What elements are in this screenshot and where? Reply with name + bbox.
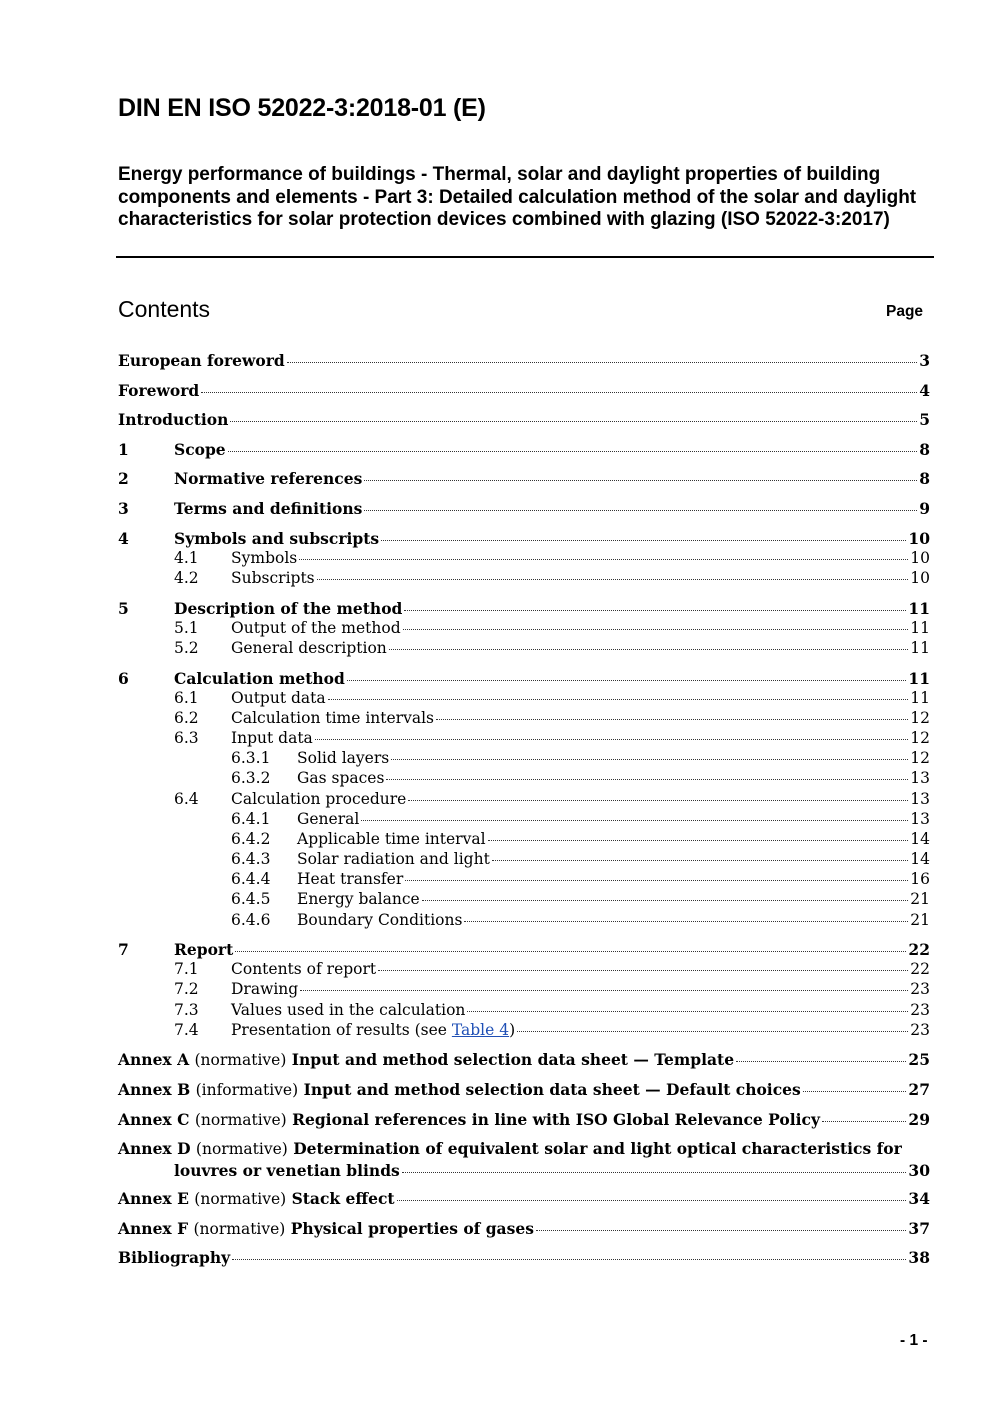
toc-entry-4-2[interactable] xyxy=(174,569,930,587)
toc-entry-number: 6.4.2 xyxy=(231,830,271,848)
toc-entry-6-4[interactable] xyxy=(174,790,930,808)
toc-entry-label: General xyxy=(297,810,360,828)
toc-entry-label: Applicable time interval xyxy=(297,830,486,848)
toc-entry-number: 6.3 xyxy=(174,729,199,747)
toc-entry-label-text: Presentation of results (see xyxy=(231,1021,452,1039)
toc-entry-page: 23 xyxy=(910,1021,930,1039)
toc-entry-number: 5 xyxy=(118,599,129,618)
toc-entry-annex-e[interactable] xyxy=(118,1189,930,1208)
toc-entry-7-4[interactable] xyxy=(174,1021,930,1039)
toc-entry-label: General description xyxy=(231,639,387,657)
annex-title: Input and method selection data sheet — Default choices xyxy=(303,1080,801,1099)
toc-entry-7-2[interactable] xyxy=(174,980,930,998)
annex-name: Annex B xyxy=(118,1080,191,1099)
toc-entry-number: 6.4 xyxy=(174,790,199,808)
toc-entry-annex-f[interactable] xyxy=(118,1219,930,1238)
toc-entry-annex-c[interactable] xyxy=(118,1110,930,1129)
toc-entry-label: Calculation time intervals xyxy=(231,709,434,727)
dot-leader xyxy=(436,719,908,720)
toc-entry-page: 12 xyxy=(910,749,930,767)
dot-leader xyxy=(364,480,917,481)
toc-entry-label xyxy=(118,1219,534,1238)
toc-entry-number: 1 xyxy=(118,440,129,459)
annex-name: Annex A xyxy=(118,1050,190,1069)
toc-entry-7-1[interactable] xyxy=(174,960,930,978)
toc-entry-page: 11 xyxy=(910,689,930,707)
document-id: DIN EN ISO 52022-3:2018-01 (E) xyxy=(118,94,486,122)
toc-entry-4[interactable] xyxy=(118,529,930,548)
toc-entry-number: 7 xyxy=(118,940,129,959)
annex-type: (informative) xyxy=(195,1081,299,1099)
toc-entry-label: Values used in the calculation xyxy=(231,1001,466,1019)
toc-entry-label: Solid layers xyxy=(297,749,390,767)
toc-entry-label: Subscripts xyxy=(231,569,315,587)
toc-entry-label: Solar radiation and light xyxy=(297,850,490,868)
toc-entry-label: Report xyxy=(174,940,234,959)
dot-leader xyxy=(230,421,917,422)
toc-entry-annex-b[interactable] xyxy=(118,1080,930,1099)
toc-entry-label-close: ) xyxy=(509,1021,516,1039)
toc-entry-page: 16 xyxy=(910,870,930,888)
toc-entry-page: 9 xyxy=(919,499,930,518)
dot-leader xyxy=(404,610,906,611)
toc-entry-page: 27 xyxy=(908,1080,930,1099)
toc-entry-5-2[interactable] xyxy=(174,639,930,657)
dot-leader xyxy=(822,1121,906,1122)
annex-title: Input and method selection data sheet — Template xyxy=(291,1050,735,1069)
toc-entry-label: Contents of report xyxy=(231,960,377,978)
toc-entry-6-3[interactable] xyxy=(174,729,930,747)
dot-leader xyxy=(378,970,908,971)
dot-leader xyxy=(405,880,908,881)
toc-entry-6-3-2[interactable] xyxy=(231,769,930,787)
annex-type: (normative) xyxy=(194,1051,287,1069)
toc-entry-page: 34 xyxy=(908,1189,930,1208)
toc-entry-label: Energy balance xyxy=(297,890,420,908)
toc-entry-number: 5.1 xyxy=(174,619,199,637)
annex-title-line2: louvres or venetian blinds xyxy=(174,1161,400,1180)
toc-entry-label: Calculation procedure xyxy=(231,790,407,808)
toc-entry-foreword[interactable] xyxy=(118,381,930,400)
page-column-label: Page xyxy=(886,303,924,320)
toc-entry-label: Symbols and subscripts xyxy=(174,529,380,548)
toc-entry-page: 12 xyxy=(910,709,930,727)
toc-entry-page: 10 xyxy=(908,529,930,548)
page-number: - 1 - xyxy=(900,1332,928,1349)
toc-entry-page: 13 xyxy=(910,769,930,787)
toc-entry-number: 6.4.5 xyxy=(231,890,271,908)
dot-leader xyxy=(317,579,909,580)
toc-entry-page: 29 xyxy=(908,1110,930,1129)
toc-entry-page: 38 xyxy=(908,1248,930,1267)
toc-entry-6-4-2[interactable] xyxy=(231,830,930,848)
toc-entry-6-4-1[interactable] xyxy=(231,810,930,828)
dot-leader xyxy=(391,759,908,760)
annex-name: Annex E xyxy=(118,1189,189,1208)
toc-entry-number: 6.3.2 xyxy=(231,769,271,787)
toc-entry-2[interactable] xyxy=(118,469,930,488)
dot-leader xyxy=(299,559,908,560)
toc-entry-annex-a[interactable] xyxy=(118,1050,930,1069)
dot-leader xyxy=(803,1091,907,1092)
toc-entry-page: 13 xyxy=(910,790,930,808)
dot-leader xyxy=(228,451,918,452)
toc-entry-number: 5.2 xyxy=(174,639,199,657)
dot-leader xyxy=(402,1172,907,1173)
toc-entry-page: 3 xyxy=(919,351,930,370)
toc-entry-number: 6.2 xyxy=(174,709,199,727)
toc-entry-label: Heat transfer xyxy=(297,870,404,888)
toc-entry-number: 6.4.4 xyxy=(231,870,271,888)
toc-entry-3[interactable] xyxy=(118,499,930,518)
toc-entry-label: Calculation method xyxy=(174,669,345,688)
annex-type: (normative) xyxy=(194,1111,287,1129)
dot-leader xyxy=(736,1061,906,1062)
annex-name: Annex D xyxy=(118,1139,191,1158)
toc-entry-5[interactable] xyxy=(118,599,930,618)
annex-title: Physical properties of gases xyxy=(290,1219,534,1238)
toc-entry-label: Foreword xyxy=(118,381,200,400)
toc-entry-page: 5 xyxy=(919,410,930,429)
annex-name: Annex F xyxy=(118,1219,189,1238)
toc-entry-label: Output data xyxy=(231,689,326,707)
dot-leader xyxy=(386,779,908,780)
toc-entry-page: 8 xyxy=(919,440,930,459)
toc-entry-6-4-5[interactable] xyxy=(231,890,930,908)
dot-leader xyxy=(381,540,906,541)
dot-leader xyxy=(364,510,917,511)
toc-entry-1[interactable] xyxy=(118,440,930,459)
toc-entry-6-4-3[interactable] xyxy=(231,850,930,868)
toc-entry-6-4-4[interactable] xyxy=(231,870,930,888)
annex-type: (normative) xyxy=(195,1140,288,1158)
toc-entry-page: 4 xyxy=(919,381,930,400)
dot-leader xyxy=(300,990,908,991)
toc-entry-number: 7.4 xyxy=(174,1021,199,1039)
toc-entry-label: Drawing xyxy=(231,980,299,998)
toc-entry-number: 6.4.6 xyxy=(231,911,271,929)
dot-leader xyxy=(422,900,909,901)
dot-leader xyxy=(403,629,909,630)
toc-entry-7[interactable] xyxy=(118,940,930,959)
toc-entry-number: 4.1 xyxy=(174,549,199,567)
toc-entry-label xyxy=(118,1189,395,1208)
toc-entry-label: European foreword xyxy=(118,351,285,370)
dot-leader xyxy=(397,1200,907,1201)
dot-leader xyxy=(467,1011,908,1012)
toc-entry-7-3[interactable] xyxy=(174,1001,930,1019)
toc-entry-label: Normative references xyxy=(174,469,363,488)
toc-entry-page: 30 xyxy=(908,1161,930,1180)
dot-leader xyxy=(492,860,908,861)
toc-entry-page: 11 xyxy=(908,599,930,618)
dot-leader xyxy=(315,739,908,740)
toc-entry-page: 22 xyxy=(908,940,930,959)
toc-entry-page: 10 xyxy=(910,549,930,567)
dot-leader xyxy=(408,800,908,801)
dot-leader xyxy=(517,1031,908,1032)
toc-entry-page: 12 xyxy=(910,729,930,747)
toc-entry-6-2[interactable] xyxy=(174,709,930,727)
toc-entry-6[interactable] xyxy=(118,669,930,688)
toc-entry-page: 11 xyxy=(910,639,930,657)
toc-entry-number: 4 xyxy=(118,529,129,548)
dot-leader xyxy=(328,699,909,700)
toc-entry-page: 8 xyxy=(919,469,930,488)
toc-entry-label: Bibliography xyxy=(118,1248,231,1267)
toc-entry-number: 7.3 xyxy=(174,1001,199,1019)
toc-entry-label xyxy=(118,1110,820,1129)
dot-leader xyxy=(201,392,917,393)
toc-entry-label: Introduction xyxy=(118,410,229,429)
dot-leader xyxy=(488,840,909,841)
annex-title: Regional references in line with ISO Global Relevance Policy xyxy=(292,1110,820,1129)
toc-entry-continuation xyxy=(174,1161,930,1180)
annex-title-line1: Determination of equivalent solar and light optical characteristics for xyxy=(293,1139,902,1158)
dot-leader xyxy=(361,820,908,821)
toc-entry-number: 6.4.1 xyxy=(231,810,271,828)
dot-leader xyxy=(347,680,907,681)
toc-entry-number: 6.4.3 xyxy=(231,850,271,868)
toc-entry-page: 22 xyxy=(910,960,930,978)
toc-entry-page: 23 xyxy=(910,980,930,998)
annex-title: Stack effect xyxy=(291,1189,395,1208)
toc-entry-label: Output of the method xyxy=(231,619,401,637)
dot-leader xyxy=(464,921,908,922)
toc-entry-page: 21 xyxy=(910,911,930,929)
toc-entry-bibliography[interactable] xyxy=(118,1248,930,1267)
dot-leader xyxy=(536,1230,907,1231)
toc-entry-page: 21 xyxy=(910,890,930,908)
annex-name: Annex C xyxy=(118,1110,190,1129)
toc-entry-page: 10 xyxy=(910,569,930,587)
toc-entry-number: 2 xyxy=(118,469,129,488)
toc-entry-label xyxy=(231,1021,515,1039)
document-title: Energy performance of buildings - Thermal, solar and daylight properties of building components and elements - Part 3: Detailed calculation method of the solar and daylight characteristics for solar protection devices combined with glazing (ISO 52022-3:2017) xyxy=(118,164,917,230)
toc-entry-page: 11 xyxy=(908,669,930,688)
toc-entry-5-1[interactable] xyxy=(174,619,930,637)
toc-entry-number: 3 xyxy=(118,499,129,518)
toc-entry-label xyxy=(118,1080,801,1099)
annex-type: (normative) xyxy=(194,1190,287,1208)
toc-entry-number: 4.2 xyxy=(174,569,199,587)
toc-entry-page: 37 xyxy=(908,1219,930,1238)
toc-entry-annex-d[interactable] xyxy=(118,1139,930,1180)
toc-entry-number: 6.3.1 xyxy=(231,749,271,767)
toc-entry-label: Boundary Conditions xyxy=(297,911,463,929)
toc-entry-4-1[interactable] xyxy=(174,549,930,567)
toc-entry-6-1[interactable] xyxy=(174,689,930,707)
toc-entry-label: Terms and definitions xyxy=(174,499,363,518)
toc-entry-page: 25 xyxy=(908,1050,930,1069)
toc-entry-number: 6 xyxy=(118,669,129,688)
toc-entry-label: Gas spaces xyxy=(297,769,385,787)
toc-entry-page: 13 xyxy=(910,810,930,828)
toc-entry-6-3-1[interactable] xyxy=(231,749,930,767)
toc-entry-page: 23 xyxy=(910,1001,930,1019)
toc-entry-introduction[interactable] xyxy=(118,410,930,429)
toc-entry-number: 7.2 xyxy=(174,980,199,998)
toc-entry-page: 14 xyxy=(910,830,930,848)
dot-leader xyxy=(235,951,906,952)
toc-entry-6-4-6[interactable] xyxy=(231,911,930,929)
dot-leader xyxy=(232,1259,906,1260)
dot-leader xyxy=(287,362,917,363)
annex-type: (normative) xyxy=(193,1220,286,1238)
toc-entry-label: Symbols xyxy=(231,549,298,567)
table-4-link[interactable]: Table 4 xyxy=(451,1021,510,1039)
dot-leader xyxy=(389,649,909,650)
toc-entry-number: 6.1 xyxy=(174,689,199,707)
toc-entry-label xyxy=(118,1139,930,1158)
toc-entry-page: 11 xyxy=(910,619,930,637)
toc-entry-page: 14 xyxy=(910,850,930,868)
toc-entry-label: Description of the method xyxy=(174,599,403,618)
toc-entry-label xyxy=(118,1050,734,1069)
title-divider xyxy=(116,256,934,258)
toc-entry-number: 7.1 xyxy=(174,960,199,978)
toc-entry-label: Input data xyxy=(231,729,313,747)
toc-entry-label: Scope xyxy=(174,440,226,459)
toc-entry-european-foreword[interactable] xyxy=(118,351,930,370)
contents-heading: Contents xyxy=(118,296,211,322)
